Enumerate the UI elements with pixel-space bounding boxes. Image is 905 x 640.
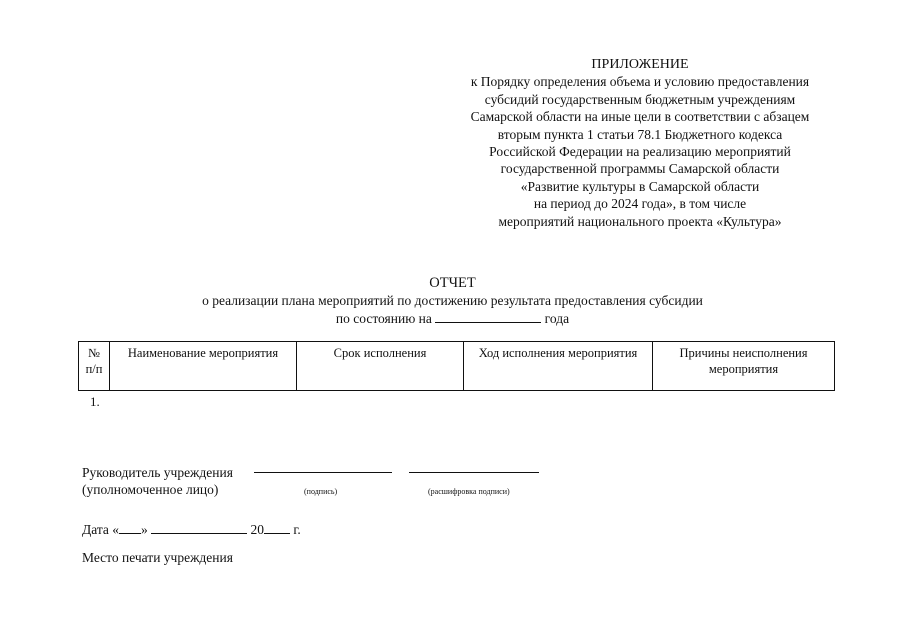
report-date-line [0,311,905,327]
table-row-number: 1. [90,394,100,409]
col-name-header: Наименование мероприятия [110,342,297,391]
appendix-heading: ПРИЛОЖЕНИЕ [591,57,689,72]
plan-table [78,341,835,391]
col-progress-header: Ход исполнения мероприятия [464,342,653,391]
appendix-line: к Порядку определения объема и условию предоставления [470,74,810,90]
appendix-line: на период до 2024 года», в том числе [533,196,747,212]
signature-line[interactable] [254,472,392,473]
appendix-line: Российской Федерации на реализацию мероприятий [489,144,791,160]
signature-caption: (подпись) [304,487,338,496]
signature-role-note: (уполномоченное лицо) [82,482,219,497]
appendix-line: субсидий государственным бюджетным учреждениям [484,91,796,107]
signature-decode-caption: (расшифровка подписи) [428,487,510,496]
date-year-suffix: г. [293,522,301,537]
appendix-block [440,56,840,230]
col-deadline-header: Срок исполнения [297,342,464,391]
report-date-blank[interactable] [435,311,541,323]
stamp-place: Место печати учреждения [82,550,233,565]
appendix-line: Самарской области на иные цели в соответствии с абзацем [470,109,810,125]
date-year-prefix: 20 [250,522,265,537]
appendix-line: мероприятий национального проекта «Культура» [498,213,782,229]
date-prefix: Дата « [82,522,120,537]
signature-decode-line[interactable] [409,472,539,473]
report-date-prefix: по состоянию на [335,311,432,326]
appendix-line: вторым пункта 1 статьи 78.1 Бюджетного кодекса [497,126,783,142]
date-month-blank[interactable] [151,522,247,534]
appendix-line: государственной программы Самарской области [500,161,780,177]
col-reasons-header: Причины неисполнения мероприятия [653,342,835,391]
date-year-blank[interactable] [264,522,290,534]
signature-block [82,464,233,498]
report-date-suffix: года [544,311,570,326]
report-title: ОТЧЕТ [429,275,476,291]
appendix-line: «Развитие культуры в Самарской области [520,178,760,194]
table-header-row [79,342,835,391]
col-number-header: № п/п [79,342,110,391]
date-line [82,522,301,538]
date-day-blank[interactable] [119,522,141,534]
report-subtitle: о реализации плана мероприятий по достижению результата предоставления субсидии [202,293,703,308]
date-close-quote: » [141,522,148,537]
signature-role: Руководитель учреждения [82,465,233,480]
